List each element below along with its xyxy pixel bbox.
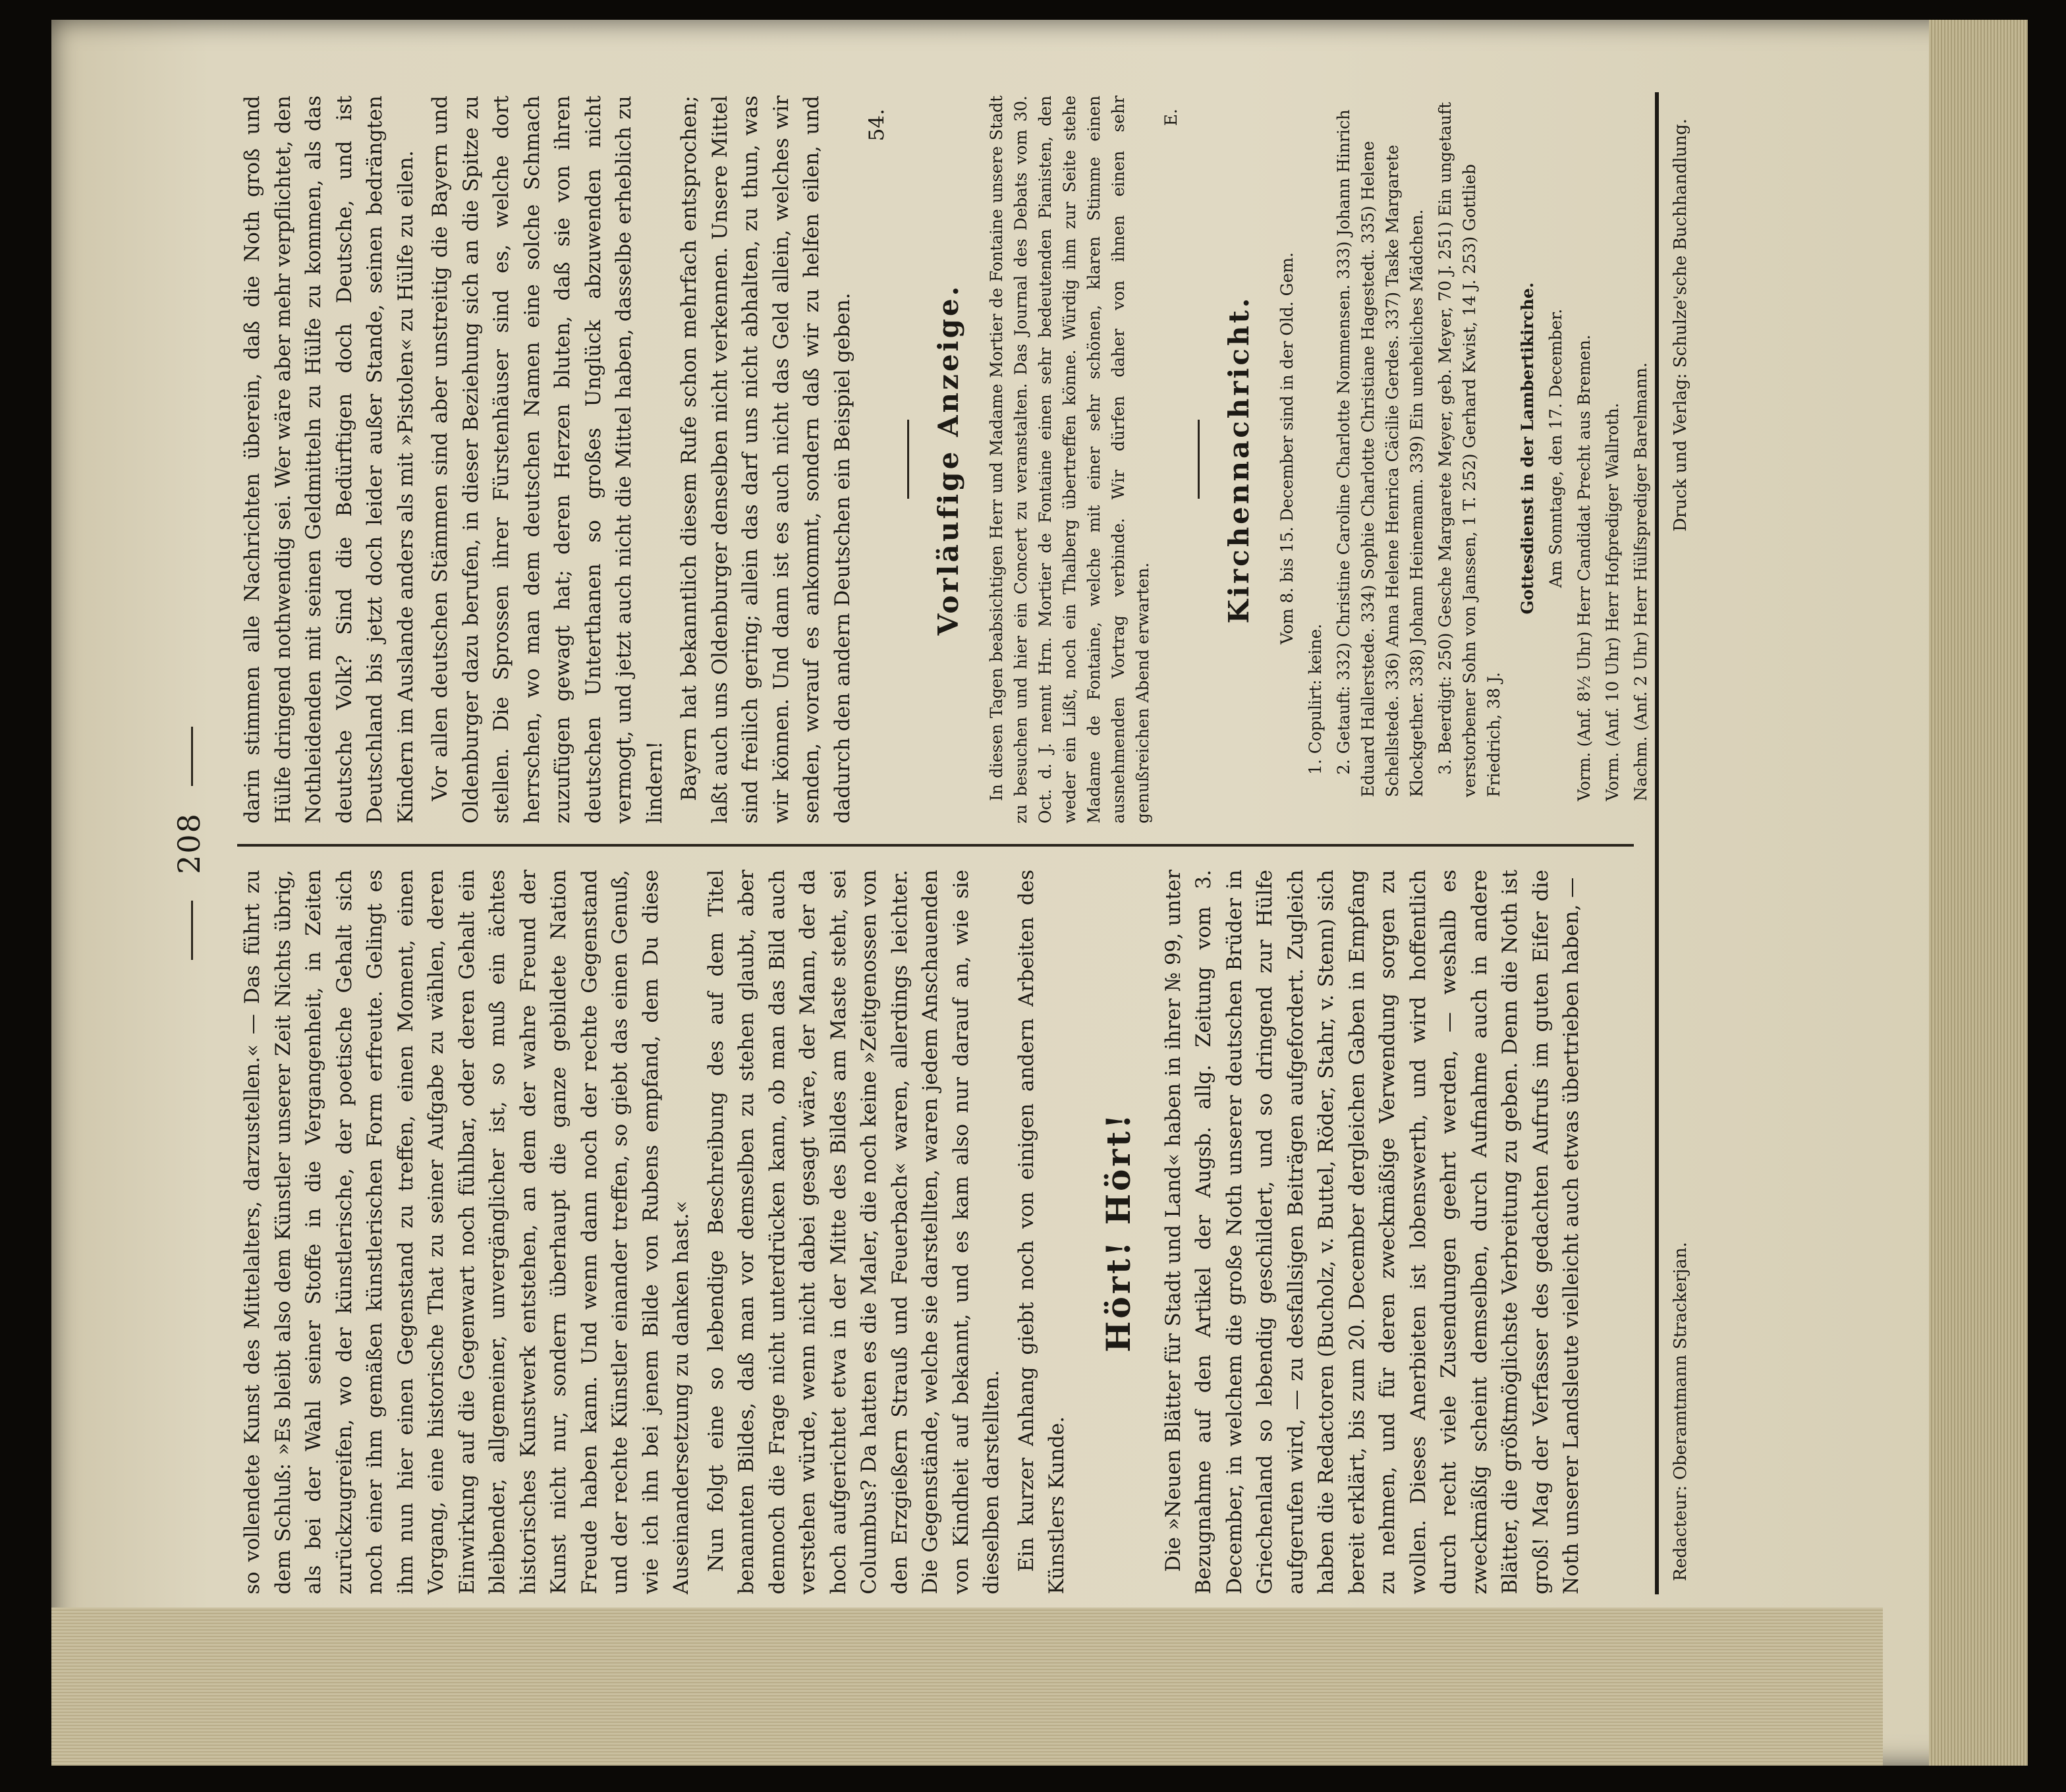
signature: 54. — [865, 109, 889, 142]
paragraph: Nun folgt eine so lebendige Beschreibung des auf dem Titel benannten Bildes, daß man vor demselben zu stehen glaubt, aber dennoch die Frage nicht unterdrücken kann, ob man das Bild auch verstehen würde, wenn nicht dabei gesagt wäre, der Mann, der da hoch aufgerichtet etwa in der Mitte des Bildes am Maste steht, sei Columbus? Da hatten es die Maler, die noch keine »Zeitgenossen von den Erzgießern Strauß und Feuerbach« waren, allerdings leichter. Die Gegenstände, welche sie darstellten, waren jedem Anschauenden von Kindheit auf bekannt, und es kam also nur darauf an, wie sie dieselben darstellten. — [704, 870, 1003, 1594]
page-edge-bottom — [51, 1608, 1883, 1766]
service-item: Nachm. (Anf. 2 Uhr) Herr Hülfsprediger Barelmann. — [1631, 362, 1650, 801]
church-item: 2. Getauft: 332) Christine Caroline Charlotte Nommensen. 333) Johann Hinrich Eduard Hallerstede. 334) Sophie Charlotte Christiane Hagestedt. 335) Helene Schellstede. 336) Anna Helene Henrica Cäcilie Gerdes. 337) Taske Margarete Klockgether. 338) Johann Heinemann. 339) Ein uneheliches Mädchen. — [1333, 109, 1426, 797]
text-columns — [237, 92, 1650, 1594]
paragraph: so vollendete Kunst des Mittelalters, darzustellen.« — Das führt zu dem Schluß: »Es bleibt also dem Künstler unserer Zeit Nichts übrig, als bei der Wahl seiner Stoffe in die Vergangenheit, in Zeiten zurückzugreifen, wo der künstlerische, der poetische Gehalt sich noch einer ihm gemäßen künstlerischen Form erfreute. Gelingt es ihm nun hier einen Gegenstand zu treffen, einen Moment, einen Vorgang, eine historische That zu seiner Aufgabe zu wählen, deren Einwirkung auf die Gegenwart noch fühlbar, oder deren Gehalt ein bleibender, allgemeiner, unvergänglicher ist, so muß ein ächtes historisches Kunstwerk entstehen, an dem der wahre Freund der Kunst nicht nur, sondern überhaupt die ganze gebildete Nation Freude haben kann. Und wenn dann noch der rechte Gegenstand und der rechte Künstler einander treffen, so giebt das einen Genuß, wie ich ihn bei jenem Bilde von Rubens empfand, dem Du diese Auseinandersetzung zu danken hast.« — [240, 870, 693, 1594]
notice-title: Vorläufige Anzeige. — [932, 283, 964, 636]
service-title: Gottesdienst in der Lambertikirche. — [1517, 282, 1537, 615]
church-title: Kirchennachricht. — [1222, 295, 1255, 624]
service-item: Vorm. (Anf. 8½ Uhr) Herr Candidat Precht aus Bremen. — [1574, 334, 1594, 801]
printer-credit: Druck und Verlag: Schulze'sche Buchhandlung. — [1671, 119, 1690, 532]
service-item: Vorm. (Anf. 10 Uhr) Herr Hofprediger Wallroth. — [1602, 403, 1622, 801]
notice-text: In diesen Tagen beabsichtigen Herr und Madame Mortier de Fontaine unsere Stadt zu besuchen und hier ein Concert zu veranstalten. Das Journal des Debats vom 30. Oct. d. J. nennt Hrn. Mortier de Fontaine einen sehr bedeutenden Pianisten, den weder ein Lißt, noch ein Thalberg übertreffen könne. Würdig ihm zur Seite stehe Madame de Fontaine, welche mit einer sehr schönen, klaren Stimme einen ausnehmenden Vortrag verbinde. Wir dürfen daher von ihnen einen sehr genußreichen Abend erwarten. — [986, 96, 1152, 824]
footer-rule — [1655, 92, 1659, 1594]
separator-rule — [1198, 420, 1200, 499]
church-item: 1. Copulirt: keine. — [1305, 623, 1325, 775]
church-item: 3. Beerdigt: 250) Gesche Margarete Meyer, geb. Meyer, 70 J. 251) Ein ungetauft verstorbener Sohn von Janssen, 1 T. 252) Gerhard Kwist, 14 J. 253) Gottlieb Friedrich, 38 J. — [1435, 101, 1503, 797]
notice-signature: E. — [1161, 109, 1181, 126]
paragraph: Die »Neuen Blätter für Stadt und Land« haben in ihrer № 99, unter Bezugnahme auf den Artikel der Augsb. allg. Zeitung vom 3. December, in welchem die große Noth unserer deutschen Brüder in Griechenland so lebendig geschildert, und so dringend zur Hülfe aufgerufen wird, — zu desfallsigen Beiträgen aufgefordert. Zugleich haben die Redactoren (Bucholz, v. Buttel, Röder, Stahr, v. Stenn) sich bereit erklärt, bis zum 20. December dergleichen Gaben in Empfang zu nehmen, und für deren zweckmäßige Verwendung sorgen zu wollen. Dieses Anerbieten ist lobenswerth, und wird hoffentlich durch recht viele Zusendungen geehrt werden, — weshalb es zweckmäßig scheint demselben, durch Aufnahme auch in andere Blätter, die größtmöglichste Verbreitung zu geben. Denn die Noth ist groß! Mag der Verfasser des gedachten Aufrufs im guten Eifer die Noth unserer Landsleute vielleicht auch etwas übertrieben haben, — — [1161, 870, 1583, 1594]
paragraph: darin stimmen alle Nachrichten überein, daß die Noth groß und Hülfe dringend nothwendig sei. Wer wäre aber mehr verpflichtet, den Nothleidenden mit seinen Geldmitteln zu Hülfe zu kommen, als das deutsche Volk? Sind die Bedürftigen doch Deutsche, und ist Deutschland bis jetzt doch leider außer Stande, seinen bedrängten Kindern im Auslande anders als mit »Pistolen« zu Hülfe zu eilen. — [240, 96, 418, 824]
left-column — [237, 870, 1634, 1594]
page-edge-right — [1929, 20, 2028, 1766]
section-title-hoert: Hört! Hört! — [1098, 1111, 1138, 1353]
right-column — [237, 96, 1650, 824]
church-intro: Vom 8. bis 15. December sind in der Old. Gem. — [1277, 252, 1297, 645]
page-number: 208 — [171, 92, 207, 1594]
column-divider — [237, 844, 1634, 847]
service-date: Am Sonntage, den 17. December. — [1546, 308, 1565, 588]
paragraph: Ein kurzer Anhang giebt noch von einigen andern Arbeiten des Künstlers Kunde. — [1014, 870, 1069, 1594]
editor-credit: Redacteur: Oberamtmann Strackerjan. — [1671, 1242, 1690, 1581]
separator-rule — [907, 420, 909, 499]
footer — [1667, 92, 1706, 1594]
paragraph: Vor allen deutschen Stämmen sind aber unstreitig die Bayern und Oldenburger dazu berufen, in dieser Beziehung sich an die Spitze zu stellen. Die Sprossen ihrer Fürstenhäuser sind es, welche dort herrschen, wo man dem deutschen Namen eine solche Schmach zuzufügen gewagt hat; deren Herzen bluten, daß sie von ihren deutschen Unterthanen so großes Unglück abzuwenden nicht vermogt, und jetzt auch nicht die Mittel haben, dasselbe erheblich zu lindern! — [428, 96, 667, 824]
printed-page — [165, 92, 1799, 1594]
paragraph: Bayern hat bekanntlich diesem Rufe schon mehrfach entsprochen; laßt auch uns Oldenburger denselben nicht verkennen. Unsere Mittel sind freilich gering; allein das darf uns nicht abhalten, zu thun, was wir können. Und dann ist es auch nicht das Geld allein, welches wir senden, worauf es ankommt, sondern daß wir zu helfen eilen, und dadurch den andern Deutschen ein Beispiel geben. — [677, 96, 854, 824]
